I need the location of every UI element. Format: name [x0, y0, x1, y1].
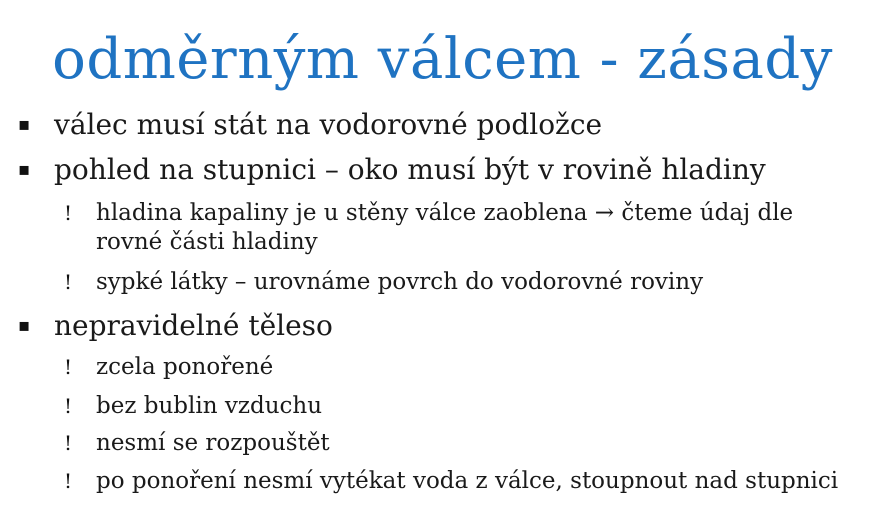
sub-bullet-text: bez bublin vzduchu — [96, 393, 323, 419]
bullet-item — [18, 309, 878, 343]
sub-bullet-text: nesmí se rozpouštět — [96, 430, 330, 456]
bullet-text: válec musí stát na vodorovné podložce — [54, 108, 603, 141]
square-bullet-icon: ▪ — [18, 114, 31, 135]
sub-bullet-text: zcela ponořené — [96, 354, 274, 380]
bullet-item — [18, 153, 878, 187]
sub-bullet-item — [64, 199, 864, 257]
sub-bullet-item — [64, 268, 864, 297]
sub-bullet-item — [64, 467, 864, 496]
exclamation-bullet-icon: ! — [64, 201, 73, 225]
exclamation-bullet-icon: ! — [64, 355, 73, 379]
exclamation-bullet-icon: ! — [64, 431, 73, 455]
exclamation-bullet-icon: ! — [64, 394, 73, 418]
bullet-item — [18, 108, 878, 142]
square-bullet-icon: ▪ — [18, 315, 31, 336]
bullet-text: pohled na stupnici – oko musí být v rovině hladiny — [54, 153, 766, 186]
square-bullet-icon: ▪ — [18, 159, 31, 180]
sub-bullet-item — [64, 429, 864, 458]
slide-title: odměrným válcem - zásady — [52, 27, 833, 92]
sub-bullet-text: sypké látky – urovnáme povrch do vodorovné roviny — [96, 269, 704, 295]
sub-bullet-text: hladina kapaliny je u stěny válce zaoblena → čteme údaj dle rovné části hladiny — [96, 200, 794, 255]
sub-bullet-item — [64, 392, 864, 421]
sub-bullet-item — [64, 353, 864, 382]
exclamation-bullet-icon: ! — [64, 469, 73, 493]
bullet-text: nepravidelné těleso — [54, 309, 333, 342]
exclamation-bullet-icon: ! — [64, 270, 73, 294]
sub-bullet-text: po ponoření nesmí vytékat voda z válce, stoupnout nad stupnici — [96, 468, 839, 494]
